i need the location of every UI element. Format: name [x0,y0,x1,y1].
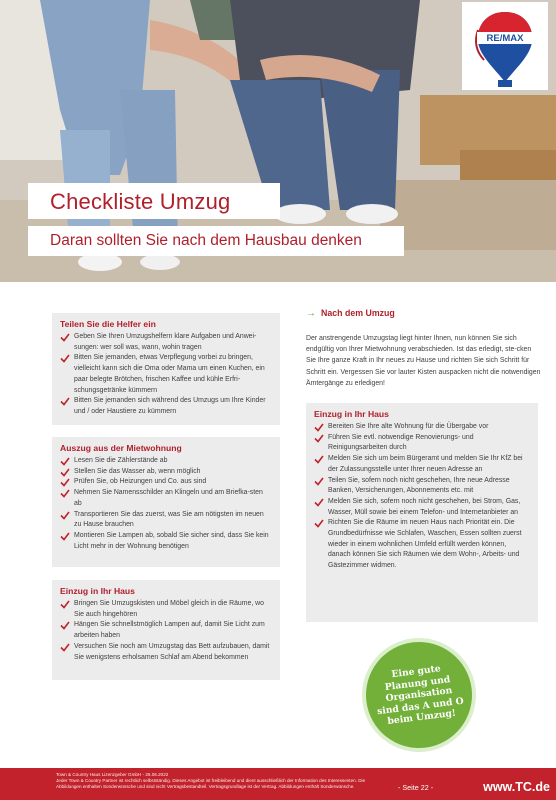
checklist-item-text: Nehmen Sie Namensschilder an Klingeln und am Briefka-sten ab [74,489,263,507]
hero-photo [0,0,556,282]
checklist-item-text: Melden Sie sich, sofern noch nicht geschehen, bei Strom, Gas, Wasser, Müll sowie bei einem Telefon- und Internetanbieter an [328,497,521,516]
checkmark-icon [314,455,324,464]
checklist-item [60,488,272,509]
callout-text: Eine gute Planung und Organisation sind das A und O beim Umzug! [376,663,465,728]
helpers-box [52,313,280,425]
checkmark-icon [314,434,324,443]
checkmark-icon [314,423,324,432]
checklist-item-text: Bitten Sie jemanden, etwas Verpflegung vorbei zu bringen, vielleicht kann sich die Oma oder Mama um einen Kuchen, ein paar belegte Brötchen, frischen Kaffee und kühle Erfri-schungsgetränke kümmern [74,354,265,394]
checklist-item [60,599,272,620]
moving-in-box-right [306,403,538,622]
checklist-item [60,477,272,488]
checklist-item [60,467,272,478]
page-subtitle: Daran sollten Sie nach dem Hausbau denken [50,232,362,249]
checklist-item [314,422,530,433]
box-title: Auszug aus der Mietwohnung [60,443,182,453]
page-title: Checkliste Umzug [50,189,231,214]
checkmark-icon [60,397,70,406]
checkmark-icon [314,519,324,528]
checklist-item [60,332,272,353]
checklist-item-text: Bringen Sie Umzugskisten und Möbel gleich in die Räume, wo Sie auch hingehören [74,600,264,618]
checkmark-icon [60,354,70,363]
footer [0,768,556,800]
checklist [60,456,272,552]
checkmark-icon [60,532,70,541]
subtitle-box [28,226,404,256]
logo-text: RE/MAX [486,33,524,44]
checkmark-icon [314,498,324,507]
legal-line: Jeder Town & Country Partner ist rechtlich selbstständig. Dieses Angebot ist freibleibend und dient ausschließlich der Information des Interessenten. Die Abbildungen enthalten Sonderwünsche und sind nicht Vertragsbestandteil. Vertragsgrundlage ist der Vertrag. Abbildungen enthält Sonderwünsche. [56,777,366,789]
checkmark-icon [60,468,70,477]
checkmark-icon [60,489,70,498]
checklist-item-text: Richten Sie die Räume im neuen Haus nach Priorität ein. Die Grundbedürfnisse wie Schlafen, Waschen, Essen sollten zuerst wieder in einem wohnlichen Umfeld erfüllt werden können, danach können Sie sich Räumen wie dem Wohn-, Arbeits- und Gästezimmer widmen. [328,519,522,570]
checklist [60,332,272,418]
box-title: Einzug in Ihr Haus [314,409,389,419]
checklist-item-text: Stellen Sie das Wasser ab, wenn möglich [74,467,201,475]
checklist-item [60,510,272,531]
moving-out-box [52,437,280,567]
legal-line: Town & Country Haus Lizenzgeber GmbH - 26.06.2022 [56,772,169,777]
checkmark-icon [60,457,70,466]
checklist-item [60,531,272,552]
legal-text [56,772,386,789]
checklist-item-text: Montieren Sie Lampen ab, sobald Sie sicher sind, dass Sie kein Licht mehr in der Wohnung benötigen [74,531,269,550]
checklist-item-text: Teilen Sie, sofern noch nicht geschehen, Ihre neue Adresse Banken, Versicherungen, Abonnements etc. mit [328,476,510,495]
checklist-item-text: Transportieren Sie das zuerst, was Sie am nötigsten im neuen zu Hause brauchen [74,510,264,529]
checkmark-icon [60,600,70,609]
checklist-item-text: Lesen Sie die Zählerstände ab [74,457,168,464]
checkmark-icon [60,333,70,342]
page-number: - Seite 22 - [398,783,434,792]
section-heading [306,308,395,319]
checkmark-icon [60,511,70,520]
checkmark-icon [314,477,324,486]
callout-circle [360,636,478,754]
checklist-item [314,476,530,497]
checklist-item [60,456,272,467]
website-link[interactable]: www.TC.de [483,780,550,794]
checklist-item-text: Geben Sie Ihren Umzugshelfern klare Aufgaben und Anwei-sungen: wer soll was, wann, wohin tragen [74,333,257,351]
checklist-item-text: Prüfen Sie, ob Heizungen und Co. aus sind [74,478,207,486]
checklist-item [60,353,272,396]
checklist-item-text: Hängen Sie schnellstmöglich Lampen auf, damit Sie Licht zum arbeiten haben [74,621,265,640]
checkmark-icon [60,621,70,630]
checklist-item [60,620,272,641]
checklist-item [60,396,272,417]
checklist-item [314,454,530,475]
checklist-item-text: Führen Sie evtl. notwendige Renovierungs- und Reinigungsarbeiten durch [328,433,474,452]
remax-balloon-logo-icon [462,2,548,90]
checklist-item-text: Melden Sie sich um beim Bürgeramt und melden Sie Ihr KfZ bei der Zulassungsstelle unter Ihrer neuen Adresse an [328,455,523,473]
checklist-item [314,433,530,454]
arrow-right-icon: → [306,308,316,319]
box-title: Einzug in Ihr Haus [60,586,135,596]
checklist-item-text: Bitten Sie jemanden sich während des Umzugs um Ihre Kinder und / oder Haustiere zu kümmern [74,397,266,415]
box-title: Teilen Sie die Helfer ein [60,319,156,329]
checklist-item [314,497,530,518]
checkmark-icon [60,478,70,487]
section-heading-text: Nach dem Umzug [321,308,395,318]
title-box [28,183,280,219]
checklist [60,599,272,663]
remax-logo [462,2,548,90]
moving-in-box-left [52,580,280,680]
checklist-item [60,642,272,663]
intro-paragraph: Der anstrengende Umzugstag liegt hinter Ihnen, nun können Sie sich endgültig von Ihrer Mietwohnung verabschieden. Ist das erledigt, ste-cken Sie Ihre ganze Kraft in Ihr neues zu Hause und richten Sie sich Schritt für Schritt ein. Vergessen Sie vor lauter Kisten auspacken nicht die notwendigen Ämtergänge zu erledigen! [306,335,541,387]
checklist-item [314,518,530,572]
checklist-item-text: Bereiten Sie Ihre alte Wohnung für die Übergabe vor [328,423,489,430]
checkmark-icon [60,643,70,652]
checklist-item-text: Versuchen Sie noch am Umzugstag das Bett aufzubauen, damit Sie wenigstens erholsamen Schlaf am Abend bekommen [74,642,270,661]
checklist [314,422,530,572]
